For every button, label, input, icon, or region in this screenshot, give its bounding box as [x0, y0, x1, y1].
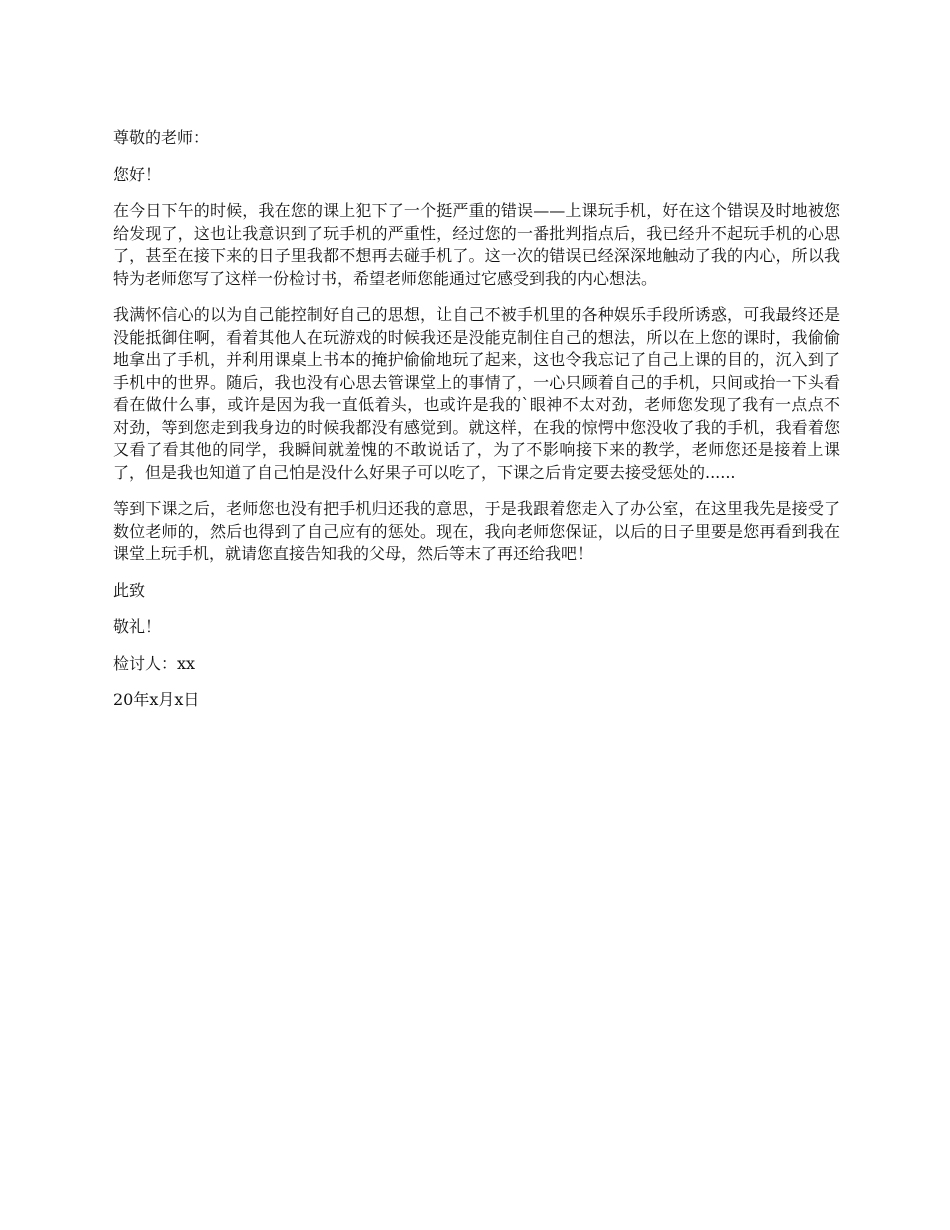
body-paragraph-2: 我满怀信心的以为自己能控制好自己的思想，让自己不被手机里的各种娱乐手段所诱惑，可我最终还是没能抵御住啊，看着其他人在玩游戏的时候我还是没能克制住自己的想法，所以在上您的课时，我偷偷地拿出了手机，并利用课桌上书本的掩护偷偷地玩了起来，这也令我忘记了自己上课的目的，沉入到了手机中的世界。随后，我也没有心思去管课堂上的事情了，一心只顾着自己的手机，只间或抬一下头看看在做什么事，或许是因为我一直低着头，也或许是我的`眼神不太对劲，老师您发现了我有一点点不对劲，等到您走到我身边的时候我都没有感觉到。就这样，在我的惊愕中您没收了我的手机，我看着您又看了看其他的同学，我瞬间就羞愧的不敢说话了，为了不影响接下来的教学，老师您还是接着上课了，但是我也知道了自己怕是没什么好果子可以吃了，下课之后肯定要去接受惩处的...... [113, 305, 840, 482]
closing-line-2: 敬礼！ [113, 617, 162, 636]
date: 20年x月x日 [113, 690, 200, 709]
salutation: 尊敬的老师： [113, 128, 210, 147]
closing-line-1: 此致 [113, 580, 146, 600]
greeting: 您好！ [113, 164, 162, 184]
body-paragraph-1: 在今日下午的时候，我在您的课上犯下了一个挺严重的错误——上课玩手机，好在这个错误及时地被您给发现了，这也让我意识到了玩手机的严重性，经过您的一番批判指点后，我已经升不起玩手机的心思了，甚至在接下来的日子里我都不想再去碰手机了。这一次的错误已经深深地触动了我的内心，所以我特为老师您写了这样一份检讨书，希望老师您能通过它感受到我的内心想法。 [113, 201, 840, 288]
signature: 检讨人：xx [113, 653, 196, 673]
body-paragraph-3: 等到下课之后，老师您也没有把手机归还我的意思，于是我跟着您走入了办公室，在这里我先是接受了数位老师的，然后也得到了自己应有的惩处。现在，我向老师您保证，以后的日子里要是您再看到我在课堂上玩手机，就请您直接告知我的父母，然后等末了再还给我吧！ [113, 499, 840, 563]
letter-page [113, 127, 840, 726]
